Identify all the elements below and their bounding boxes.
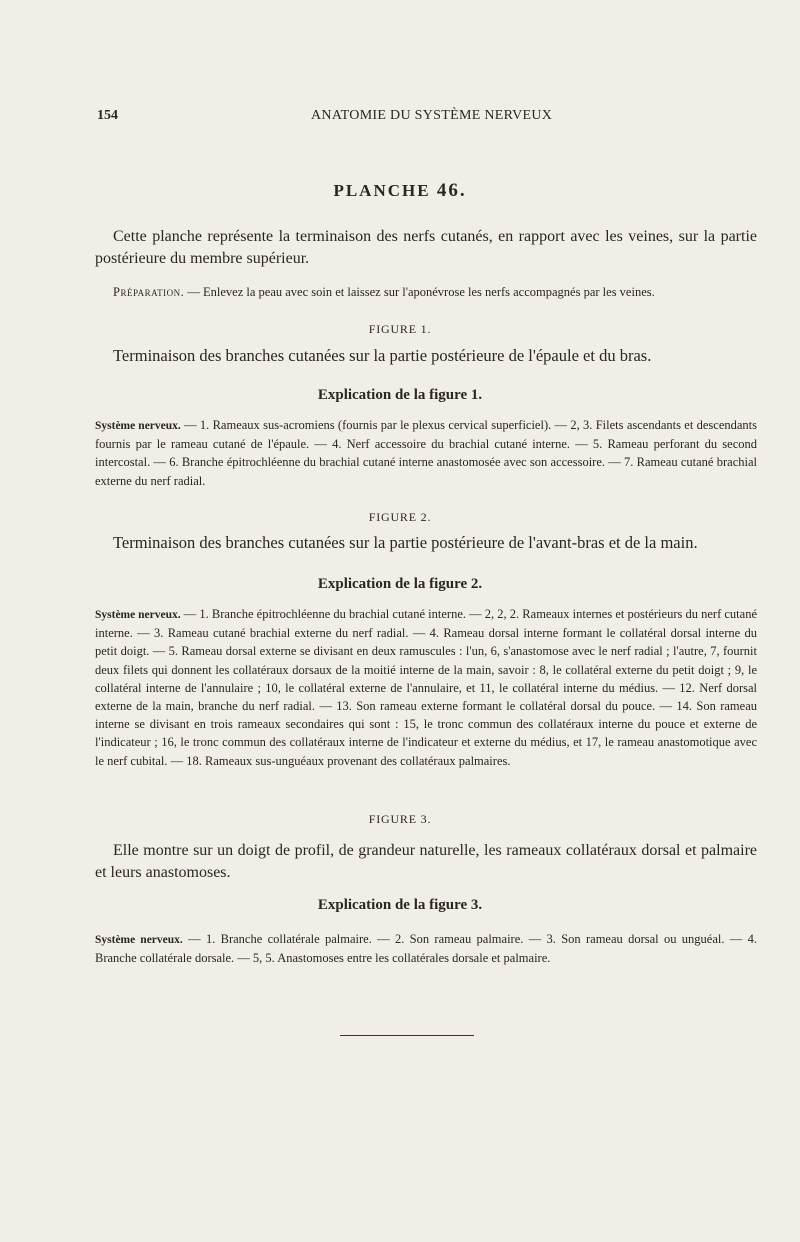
figure-3-lead: Système nerveux. [95,934,183,946]
figure-2-text: — 1. Branche épitrochléenne du brachial cutané interne. — 2, 2, 2. Rameaux internes et postérieurs du nerf cutané interne. — 3. Rameau cutané brachial externe du nerf radial. — 4. Rameau dorsal interne formant le collatéral dorsal interne du petit doigt. — 5. Rameau dorsal externe se divisant en deux ramuscules : l'un, 6, s'anastomose avec le nerf radial ; l'autre, 7, fournit deux filets qui donnent les collatéraux dorsaux de la moitié interne de la main, savoir : 8, le collatéral externe du petit doigt ; 9, le collatéral interne de l'annulaire ; 10, le collatéral externe de l'annulaire, et 11, le collatéral interne du médius. — 12. Nerf dorsal externe de la main, branche du nerf radial. — 13. Son rameau externe formant le collatéral dorsal du pouce. — 14. Son rameau interne se divisant en trois rameaux secondaires qui sont : 15, le tronc commun des collatéraux interne du pouce et externe de l'indicateur ; 16, le tronc commun des collatéraux interne de l'indicateur et externe du médius, et 17, le rameau anastomotique avec le nerf cubital. — 18. Rameaux sus-unguéaux provenant des collatéraux palmaires. [95,607,758,768]
figure-3-explanation [95,930,757,967]
plate-title [0,180,800,202]
preparation-paragraph [95,284,757,301]
figure-1-lead: Système nerveux. [95,420,181,432]
figure-3-label: FIGURE 3. [368,812,432,826]
figure-3-explanation-heading: Explication de la figure 3. [317,897,483,913]
figure-2-label: FIGURE 2. [368,510,432,524]
figure-2-explanation-heading: Explication de la figure 2. [317,576,483,592]
figure-1-explanation-heading: Explication de la figure 1. [317,387,483,403]
figure-1-label: FIGURE 1. [368,322,432,336]
preparation-text: — Enlevez la peau avec soin et laissez sur l'aponévrose les nerfs accompagnés par les veines. [184,285,655,299]
figure-3-title: Elle montre sur un doigt de profil, de grandeur naturelle, les rameaux collatéraux dorsal et palmaire et leurs anastomoses. [95,842,757,881]
end-rule [340,1035,474,1036]
figure-1-text: — 1. Rameaux sus-acromiens (fournis par le plexus cervical superficiel). — 2, 3. Filets ascendants et descendants fournis par le rameau cutané de l'épaule. — 4. Nerf accessoire du brachial cutané interne. — 5. Rameau perforant du second intercostal. — 6. Branche épitrochléenne du brachial cutané interne anastomosée avec son accessoire. — 7. Rameau cutané brachial externe du nerf radial. [95,418,757,488]
figure-3-text: — 1. Branche collatérale palmaire. — 2. Son rameau palmaire. — 3. Son rameau dorsal ou unguéal. — 4. Branche collatérale dorsale. — 5, 5. Anastomoses entre les collatérales dorsale et palmaire. [95,932,757,966]
figure-1-title: Terminaison des branches cutanées sur la partie postérieure de l'épaule et du bras. [113,346,652,365]
plate-title-number: 46. [436,180,467,201]
figure-2-title: Terminaison des branches cutanées sur la partie postérieure de l'avant-bras et de la main. [113,533,698,552]
figure-1-explanation [95,416,757,490]
figure-2-explanation [95,605,757,770]
page-header [97,108,757,128]
figure-2-lead: Système nerveux. [95,609,181,621]
plate-title-label: PLANCHE [333,181,431,200]
preparation-label: Préparation. [113,285,185,299]
intro-paragraph: Cette planche représente la terminaison des nerfs cutanés, en rapport avec les veines, sur la partie postérieure du membre supérieur. [95,228,757,267]
running-title: ANATOMIE DU SYSTÈME NERVEUX [311,108,553,123]
page-number: 154 [97,108,118,123]
